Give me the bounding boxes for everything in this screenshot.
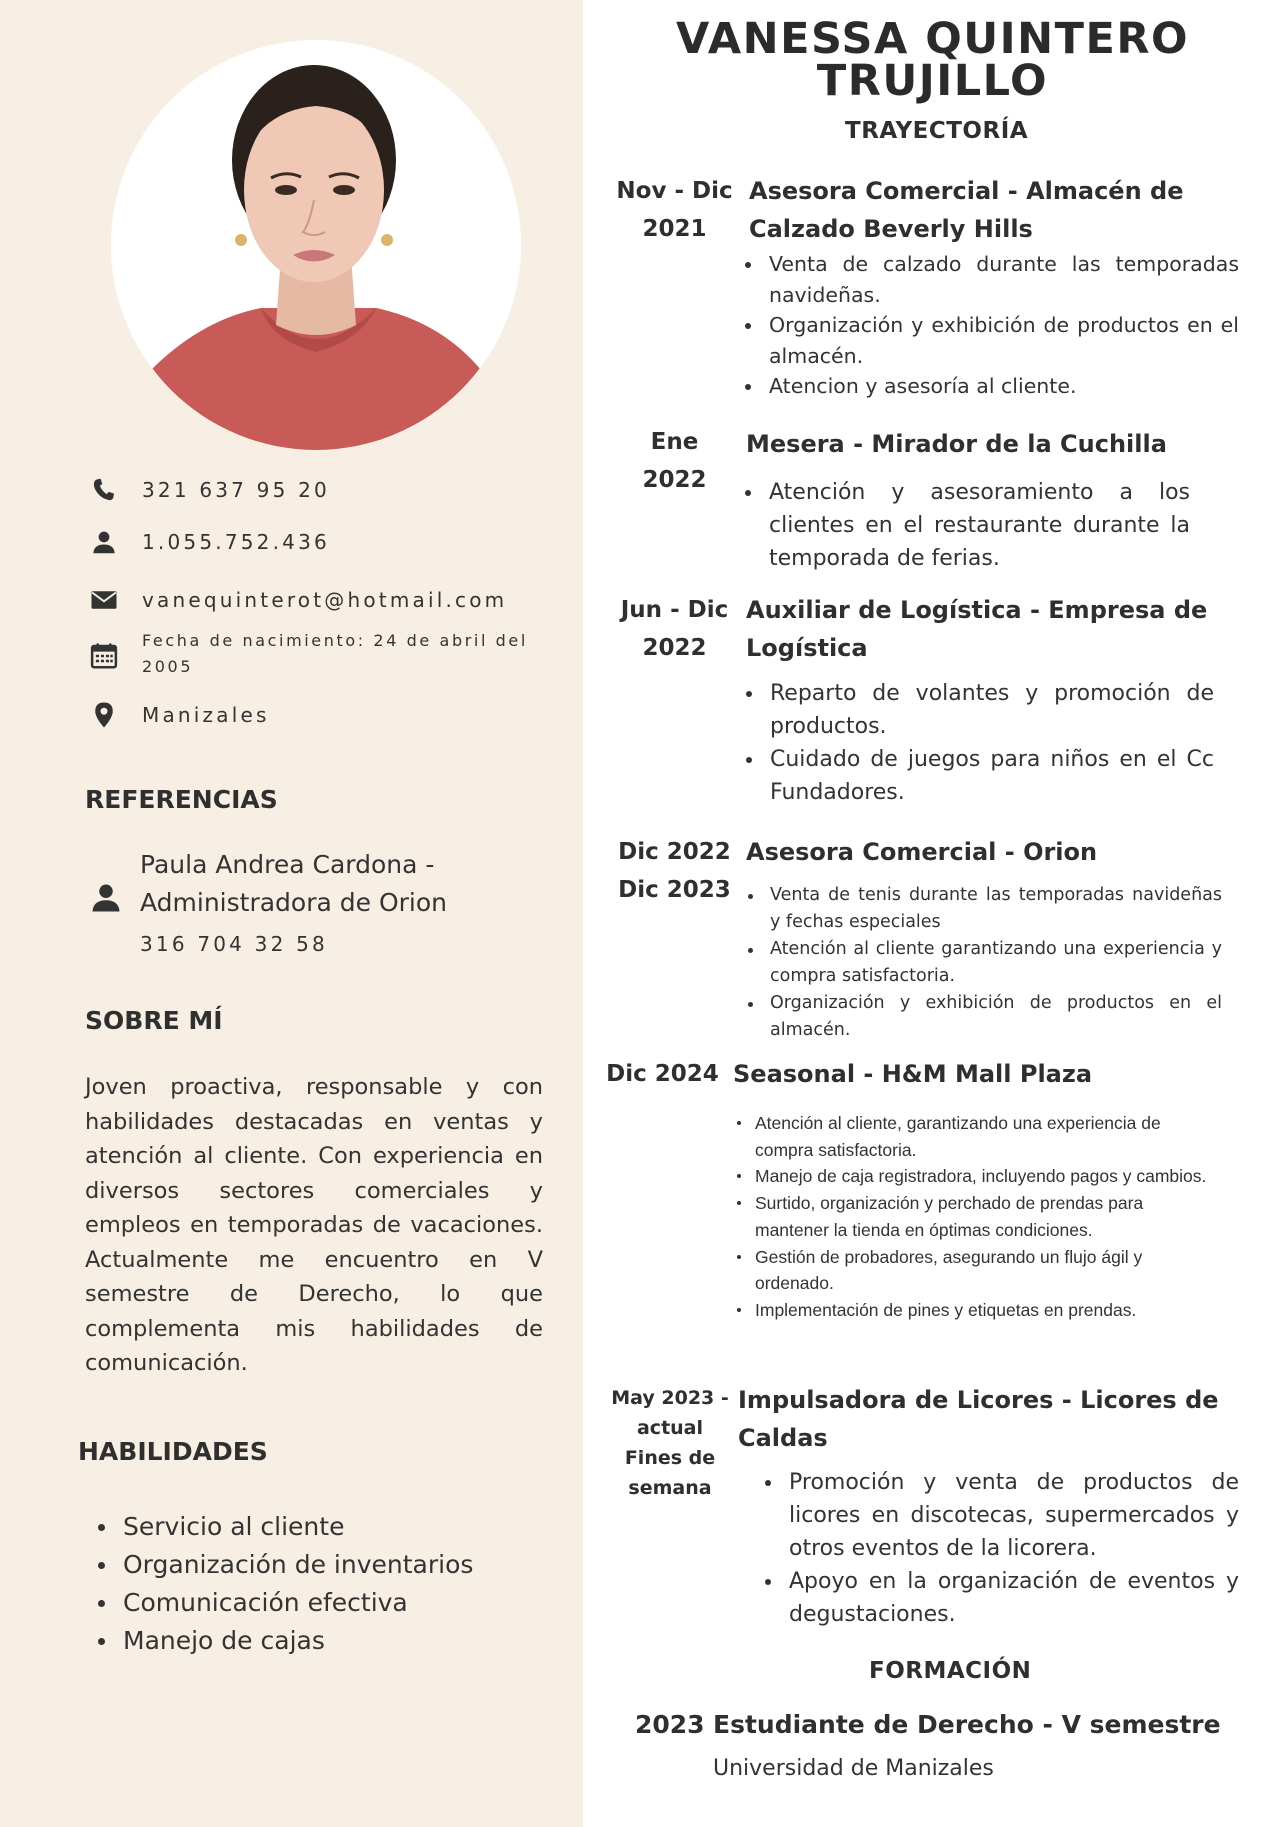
job-bullet: Organización y exhibición de productos en el almacén. [744, 990, 1222, 1044]
person-icon [88, 880, 124, 916]
education-title: Estudiante de Derecho - V semestre [713, 1710, 1221, 1739]
job-title: Asesora Comercial - Orion [746, 838, 1098, 866]
phone-icon [86, 472, 122, 508]
education-institution: Universidad de Manizales [713, 1756, 994, 1781]
email-address: vanequinterot@hotmail.com [142, 588, 508, 612]
job-bullet: Atencion y asesoría al cliente. [743, 371, 1239, 402]
education-heading: FORMACIÓN [869, 1658, 1032, 1684]
about-text: Joven proactiva, responsable y con habilidades destacadas en ventas y atención al cliente. Con experiencia en diversos sectores comerciales y empleos en temporadas de vacaciones. Actualmente me encuentro en V semestre de Derecho, lo que complementa mis habilidades de comunicación. [85, 1074, 543, 1376]
job-bullet: Atención al cliente, garantizando una experiencia de compra satisfactoria. [733, 1110, 1211, 1163]
skill-item: Servicio al cliente [95, 1508, 473, 1546]
job-title: Impulsadora de Licores - Licores de Caldas [738, 1386, 1219, 1452]
skill-item: Organización de inventarios [95, 1546, 473, 1584]
job-bullet: Apoyo en la organización de eventos y degustaciones. [763, 1565, 1239, 1631]
job-bullet: Gestión de probadores, asegurando un flujo ágil y ordenado. [733, 1244, 1211, 1297]
job-bullet: Atención al cliente garantizando una experiencia y compra satisfactoria. [744, 936, 1222, 990]
job-bullet: Venta de calzado durante las temporadas navideñas. [743, 249, 1239, 310]
main-column [583, 0, 1282, 1827]
reference-name: Paula Andrea Cardona - Administradora de Orion [140, 850, 447, 917]
job-bullets [733, 1110, 1211, 1324]
birth-date: Fecha de nacimiento: 24 de abril del 2005 [142, 631, 528, 676]
person-name [583, 14, 1282, 106]
calendar-icon [86, 638, 122, 674]
job-bullet: Reparto de volantes y promoción de productos. [744, 677, 1214, 743]
job-bullet: Venta de tenis durante las temporadas navideñas y fechas especiales [744, 882, 1222, 936]
job-bullets [763, 1466, 1239, 1631]
job-bullet: Promoción y venta de productos de licores en discotecas, supermercados y otros eventos de la licorera. [763, 1466, 1239, 1565]
job-title: Seasonal - H&M Mall Plaza [733, 1060, 1093, 1088]
job-bullet: Surtido, organización y perchado de prendas para mantener la tienda en óptimas condiciones. [733, 1190, 1211, 1243]
contact-phone [86, 472, 330, 508]
references-heading: REFERENCIAS [85, 785, 278, 814]
job-bullets [743, 249, 1239, 402]
job-title: Auxiliar de Logística - Empresa de Logística [746, 596, 1208, 662]
skill-item: Manejo de cajas [95, 1622, 473, 1660]
job-bullets [744, 677, 1214, 809]
job-date: Nov - Dic 2021 [616, 178, 733, 242]
experience-heading: TRAYECTORÍA [845, 118, 1029, 144]
about-heading: SOBRE MÍ [85, 1006, 223, 1035]
job-bullets [743, 476, 1190, 575]
job-title: Mesera - Mirador de la Cuchilla [746, 430, 1167, 458]
contact-id [86, 524, 330, 560]
job-bullet: Manejo de caja registradora, incluyendo pagos y cambios. [733, 1163, 1211, 1190]
contact-email [86, 582, 507, 618]
skill-item: Comunicación efectiva [95, 1584, 473, 1622]
portrait-illustration [111, 40, 521, 450]
education-year: 2023 [635, 1710, 705, 1739]
skills-list [95, 1508, 473, 1660]
sidebar [0, 0, 583, 1827]
skills-heading: HABILIDADES [78, 1437, 268, 1466]
id-number: 1.055.752.436 [142, 530, 330, 554]
job-date: Dic 2022 Dic 2023 [618, 839, 731, 903]
person-icon [86, 524, 122, 560]
job-bullets [744, 882, 1222, 1044]
job-bullet: Cuidado de juegos para niños en el Cc Fundadores. [744, 743, 1214, 809]
reference-phone: 316 704 32 58 [140, 932, 328, 956]
job-date: Dic 2024 [606, 1061, 719, 1087]
name-line-2: TRUJILLO [816, 56, 1049, 106]
city: Manizales [142, 703, 270, 727]
job-date: Ene 2022 [642, 429, 707, 493]
job-bullet: Implementación de pines y etiquetas en prendas. [733, 1297, 1211, 1324]
contact-city [86, 697, 270, 733]
contact-birth [86, 628, 552, 680]
job-bullet: Atención y asesoramiento a los clientes en el restaurante durante la temporada de ferias. [743, 476, 1190, 575]
profile-photo [111, 40, 521, 450]
job-date: May 2023 - actual Fines de semana [611, 1387, 729, 1499]
location-pin-icon [86, 697, 122, 733]
job-bullet: Organización y exhibición de productos en el almacén. [743, 310, 1239, 371]
envelope-icon [86, 582, 122, 618]
job-title: Asesora Comercial - Almacén de Calzado Beverly Hills [749, 177, 1184, 243]
phone-number: 321 637 95 20 [142, 478, 330, 502]
name-line-1: VANESSA QUINTERO [675, 14, 1190, 64]
job-date: Jun - Dic 2022 [620, 597, 729, 661]
